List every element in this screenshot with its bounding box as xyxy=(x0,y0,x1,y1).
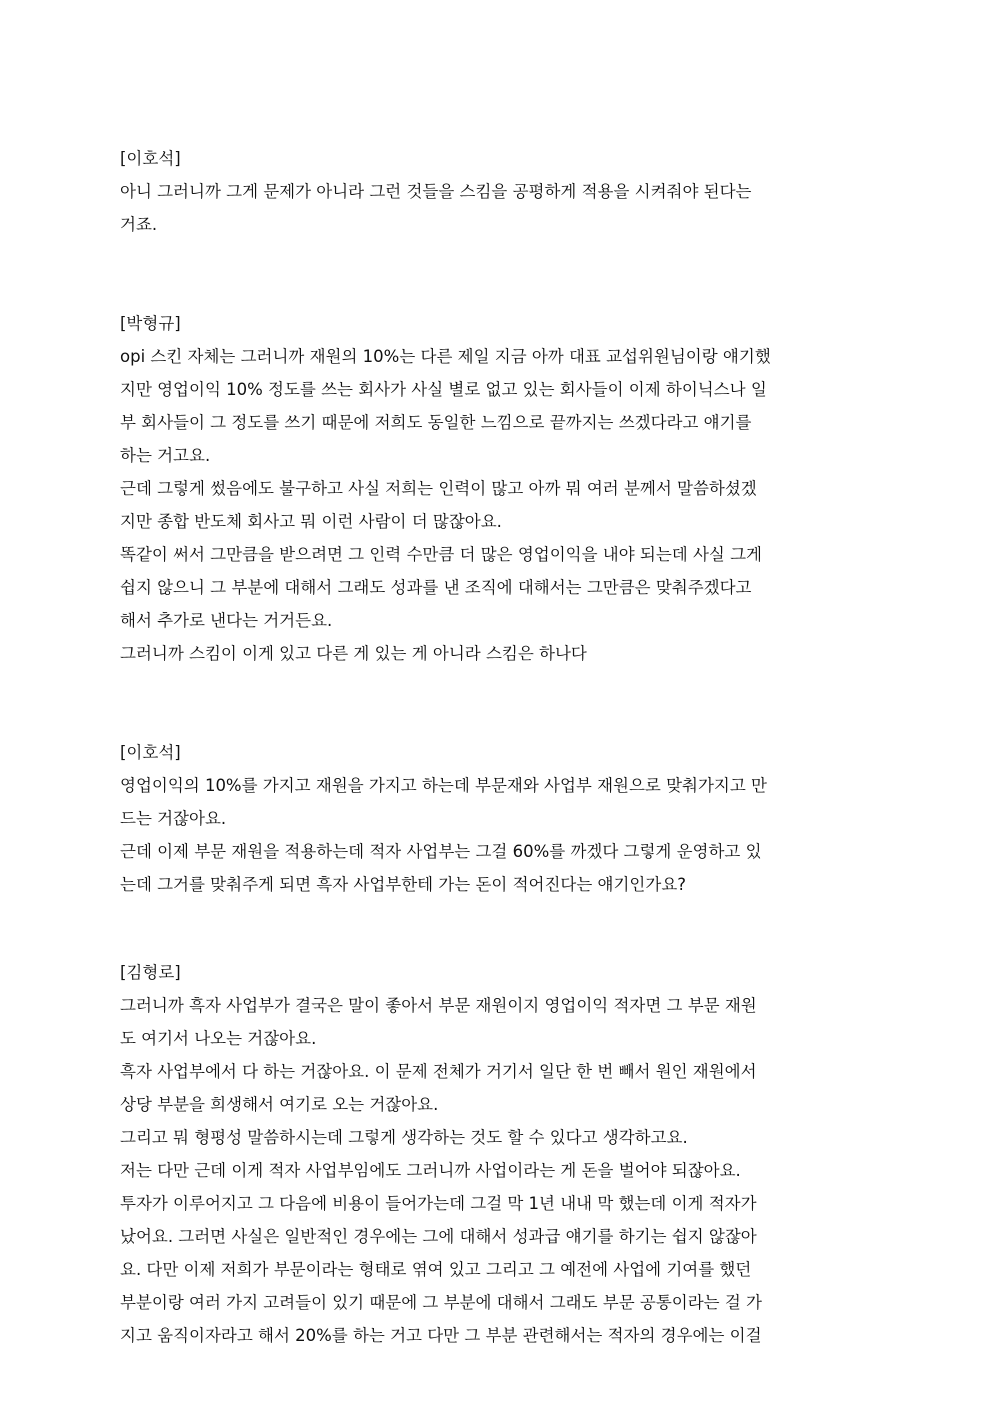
speech-line: 해서 추가로 낸다는 거거든요. xyxy=(120,611,333,630)
speech-line: 저는 다만 근데 이게 적자 사업부임에도 그러니까 사업이라는 게 돈을 벌어야 되잖아요. xyxy=(120,1161,741,1180)
speech-line: opi 스킨 자체는 그러니까 재원의 10%는 다른 제일 지금 아까 대표 교섭위원님이랑 얘기했 xyxy=(120,347,771,366)
speech-line: 지만 종합 반도체 회사고 뭐 이런 사람이 더 많잖아요. xyxy=(120,512,502,531)
speech-line: 아니 그러니까 그게 문제가 아니라 그런 것들을 스킴을 공평하게 적용을 시켜줘야 된다는 xyxy=(120,182,752,201)
speech-line: 드는 거잖아요. xyxy=(120,809,227,828)
speech-block xyxy=(120,307,866,670)
speech-line: 투자가 이루어지고 그 다음에 비용이 들어가는데 그걸 막 1년 내내 막 했는데 이게 적자가 xyxy=(120,1194,757,1213)
speech-line: 났어요. 그러면 사실은 일반적인 경우에는 그에 대해서 성과급 얘기를 하기는 쉽지 않잖아 xyxy=(120,1227,757,1246)
speech-line: 그러니까 스킴이 이게 있고 다른 게 있는 게 아니라 스킴은 하나다 xyxy=(120,644,587,663)
speech-line: 그러니까 흑자 사업부가 결국은 말이 좋아서 부문 재원이지 영업이익 적자면 그 부문 재원 xyxy=(120,996,757,1015)
speech-line: 근데 그렇게 썼음에도 불구하고 사실 저희는 인력이 많고 아까 뭐 여러 분께서 말씀하셨겠 xyxy=(120,479,757,498)
speech-line: 지만 영업이익 10% 정도를 쓰는 회사가 사실 별로 없고 있는 회사들이 이제 하이닉스나 일 xyxy=(120,380,767,399)
speech-line: 똑같이 써서 그만큼을 받으려면 그 인력 수만큼 더 많은 영업이익을 내야 되는데 사실 그게 xyxy=(120,545,762,564)
speech-line: 는데 그거를 맞춰주게 되면 흑자 사업부한테 가는 돈이 적어진다는 얘기인가요? xyxy=(120,875,687,894)
speaker-label: [이호석] xyxy=(120,149,181,168)
speech-line: 흑자 사업부에서 다 하는 거잖아요. 이 문제 전체가 거기서 일단 한 번 빼서 원인 재원에서 xyxy=(120,1062,757,1081)
speaker-label: [박형규] xyxy=(120,314,181,333)
speech-block xyxy=(120,142,866,241)
speech-line: 요. 다만 이제 저희가 부문이라는 형태로 엮여 있고 그리고 그 예전에 사업에 기여를 했던 xyxy=(120,1260,752,1279)
speaker-label: [김형로] xyxy=(120,963,181,982)
speech-line: 부분이랑 여러 가지 고려들이 있기 때문에 그 부분에 대해서 그래도 부문 공통이라는 걸 가 xyxy=(120,1293,762,1312)
speech-line: 근데 이제 부문 재원을 적용하는데 적자 사업부는 그걸 60%를 까겠다 그렇게 운영하고 있 xyxy=(120,842,762,861)
speech-line: 쉽지 않으니 그 부분에 대해서 그래도 성과를 낸 조직에 대해서는 그만큼은 맞춰주겠다고 xyxy=(120,578,752,597)
speech-line: 부 회사들이 그 정도를 쓰기 때문에 저희도 동일한 느낌으로 끝까지는 쓰겠다라고 얘기를 xyxy=(120,413,752,432)
speaker-label: [이호석] xyxy=(120,743,181,762)
speech-line: 지고 움직이자라고 해서 20%를 하는 거고 다만 그 부분 관련해서는 적자의 경우에는 이걸 xyxy=(120,1326,762,1345)
speech-line: 그리고 뭐 형평성 말씀하시는데 그렇게 생각하는 것도 할 수 있다고 생각하고요. xyxy=(120,1128,688,1147)
speech-block xyxy=(120,736,866,901)
speech-block xyxy=(120,956,866,1352)
document-page xyxy=(120,142,866,1418)
speech-line: 도 여기서 나오는 거잖아요. xyxy=(120,1029,317,1048)
speech-line: 하는 거고요. xyxy=(120,446,211,465)
speech-line: 상당 부분을 희생해서 여기로 오는 거잖아요. xyxy=(120,1095,439,1114)
speech-line: 영업이익의 10%를 가지고 재원을 가지고 하는데 부문재와 사업부 재원으로 맞춰가지고 만 xyxy=(120,776,767,795)
speech-line: 거죠. xyxy=(120,215,158,234)
